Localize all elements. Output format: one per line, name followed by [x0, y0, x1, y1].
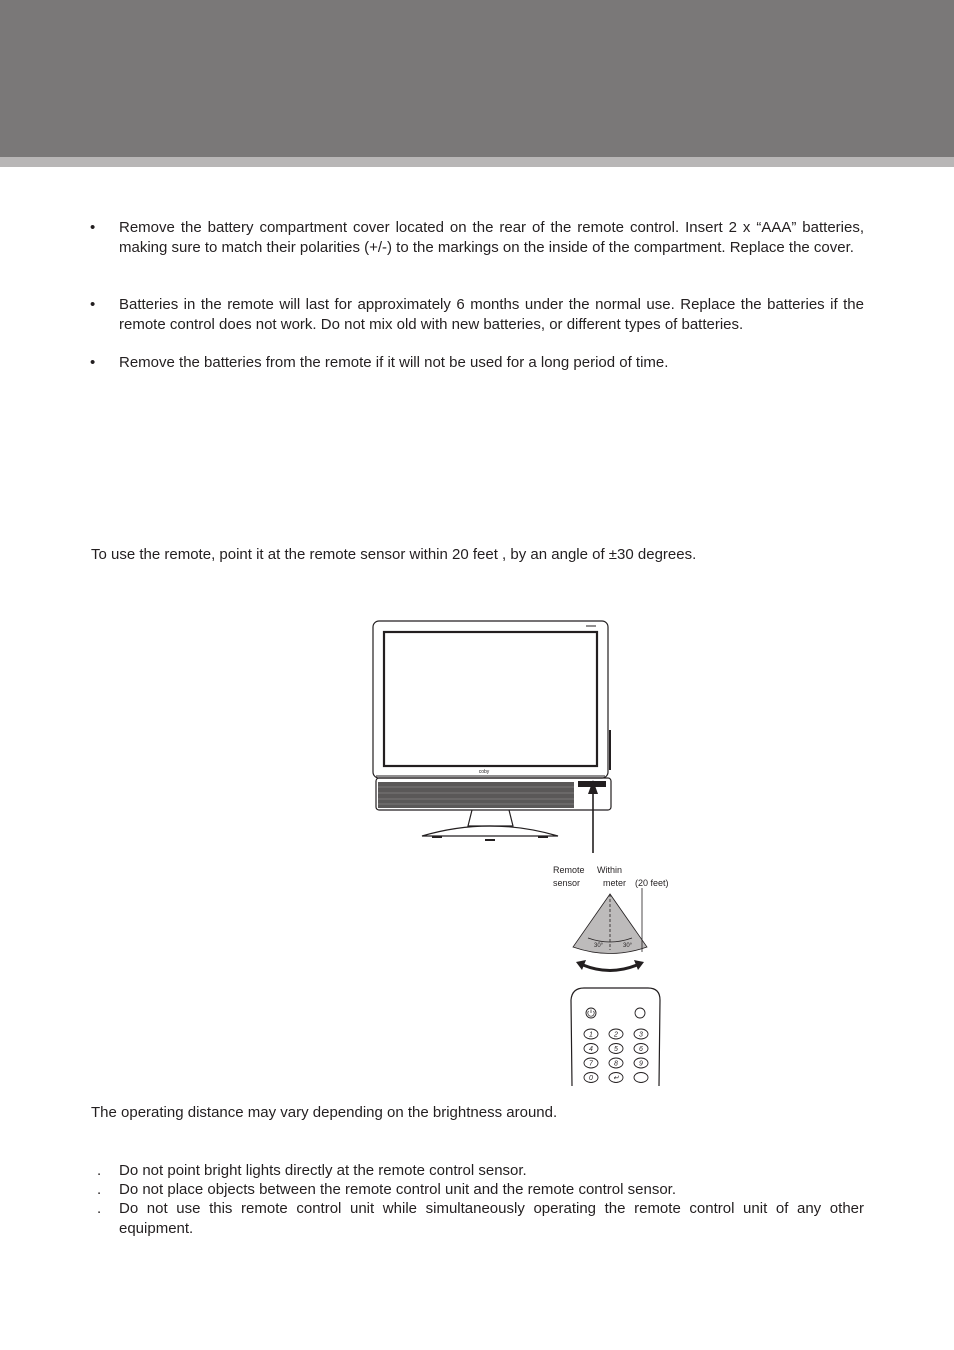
bullet-mark: • — [90, 219, 96, 236]
diagram-drawing — [360, 610, 700, 1090]
caution-1 — [97, 1161, 864, 1181]
remote-key-label: 2 — [614, 1031, 618, 1039]
remote-key-label: 6 — [639, 1046, 643, 1053]
caution-mark: . — [97, 1200, 102, 1217]
bullet-text: Remove the battery compartment cover located on the rear of the remote control. Insert 2 x “AAA” batteries, making sure to match their polarities (+/-) to the markings on the inside of the compartment. Replace the cover. — [119, 219, 864, 256]
bullet-mark: • — [90, 296, 96, 313]
remote-key-label: ↵ — [613, 1075, 619, 1082]
remote-key-label: 0 — [589, 1075, 593, 1082]
header-stripe — [0, 157, 954, 167]
remote-key-label: 7 — [589, 1060, 593, 1068]
remote-key-label: 1 — [589, 1031, 593, 1039]
battery-bullet-3 — [90, 353, 864, 373]
tv-screen — [384, 632, 597, 766]
remote-mute-button — [635, 1008, 645, 1018]
distance-note: The operating distance may vary depending on the brightness around. — [91, 1104, 558, 1121]
feet-label: (20 feet) — [635, 878, 669, 888]
tv-frame — [373, 621, 608, 778]
header-band — [0, 0, 954, 157]
tv-stand-neck — [468, 810, 513, 826]
caution-mark: . — [97, 1162, 102, 1179]
remote-key-label: 8 — [614, 1060, 618, 1068]
battery-bullet-2 — [90, 295, 864, 335]
caution-3 — [97, 1199, 864, 1239]
remote-key-label: 5 — [614, 1046, 618, 1053]
remote-keypad — [584, 1029, 648, 1083]
remote-sensor-label-1: Remote — [553, 865, 585, 875]
battery-bullet-1 — [90, 218, 864, 278]
caution-text: Do not place objects between the remote control unit and the remote control sensor. — [119, 1181, 676, 1198]
remote-range-diagram — [360, 610, 700, 1090]
remote-key-label: 4 — [589, 1046, 593, 1053]
usage-text: To use the remote, point it at the remote sensor within 20 feet , by an angle of ±30 degrees. — [91, 546, 697, 563]
bullet-text: Batteries in the remote will last for approximately 6 months under the normal use. Replace the batteries if the remote control does not work. Do not mix old with new batteries, or different types of batteries. — [119, 296, 864, 333]
tv-brand-front: coby — [478, 769, 490, 775]
remote-key — [634, 1073, 648, 1083]
tv-stand-base — [422, 826, 558, 836]
swing-arc — [583, 965, 637, 971]
bullet-text: Remove the batteries from the remote if it will not be used for a long period of time. — [119, 354, 669, 371]
caution-text: Do not point bright lights directly at the remote control sensor. — [119, 1162, 527, 1179]
remote-key-label: 3 — [639, 1031, 643, 1039]
meter-label: meter — [603, 878, 627, 888]
bullet-mark: • — [90, 354, 96, 371]
angle-left-label: 30° — [594, 943, 604, 949]
caution-2 — [97, 1180, 864, 1200]
within-label: Within — [597, 865, 623, 875]
caution-mark: . — [97, 1181, 102, 1198]
remote-sensor-label-2: sensor — [553, 878, 581, 888]
caution-text: Do not use this remote control unit while simultaneously operating the remote control unit of any other equipment. — [119, 1200, 864, 1237]
angle-right-label: 30° — [623, 943, 633, 949]
remote-key-label: 9 — [639, 1060, 643, 1068]
